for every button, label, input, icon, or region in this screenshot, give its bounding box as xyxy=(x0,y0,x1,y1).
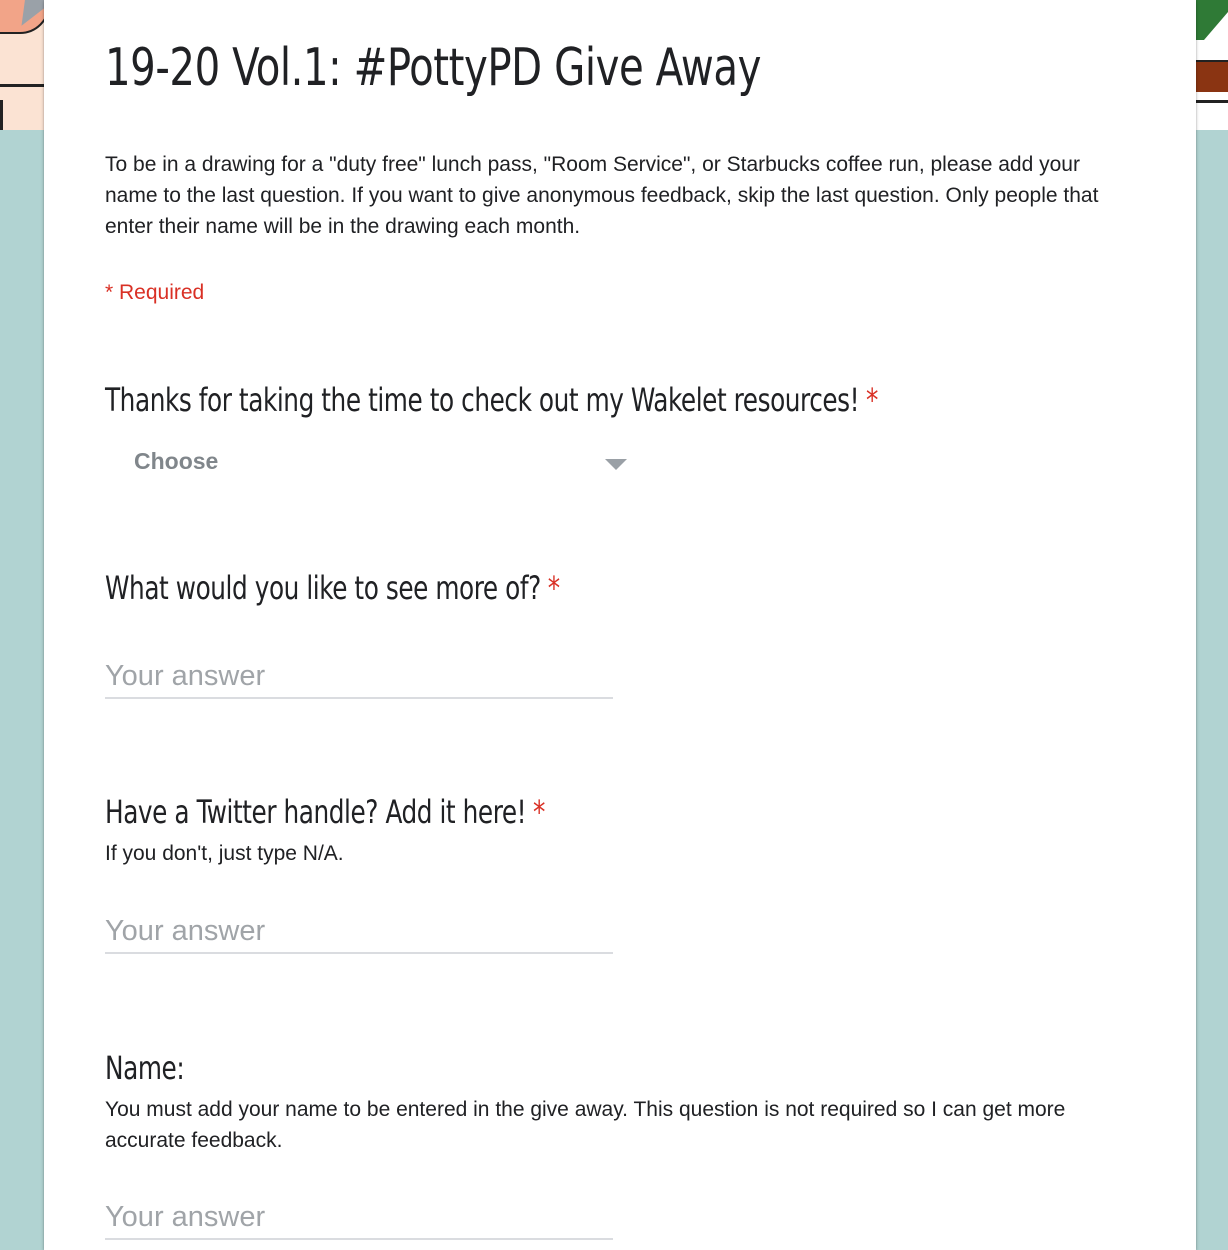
header-image-right-art xyxy=(1196,0,1228,130)
required-asterisk: * xyxy=(866,381,878,419)
form-title: 19-20 Vol.1: #PottyPD Give Away xyxy=(105,38,761,98)
question-title-name xyxy=(105,1049,184,1087)
question-help-twitter: If you don't, just type N/A. xyxy=(105,842,344,865)
required-asterisk: * xyxy=(547,569,560,607)
question-help-name: You must add your name to be entered in the give away. This question is not required so I can get more accurate feedback. xyxy=(105,1098,1066,1152)
form-description: To be in a drawing for a "duty free" lunch pass, "Room Service", or Starbucks coffee run, please add your name to the last question. If you want to give anonymous feedback, skip the last question. Only people that enter their name will be in the drawing each month. xyxy=(105,153,1099,238)
dropdown-arrow-icon xyxy=(605,459,627,470)
required-asterisk: * xyxy=(533,793,545,831)
form-card xyxy=(44,0,1196,1250)
required-note: * Required xyxy=(105,281,205,304)
header-image-left-art xyxy=(0,0,44,130)
name-answer-input[interactable] xyxy=(105,1196,613,1240)
question-title-twitter xyxy=(105,793,545,831)
question-title-see-more xyxy=(105,569,560,607)
dropdown-selected-value: Choose xyxy=(134,448,219,474)
wakelet-dropdown[interactable] xyxy=(105,440,629,484)
question-title-wakelet xyxy=(105,381,878,419)
question-title-text: Have a Twitter handle? Add it here! xyxy=(105,793,527,831)
question-title-text: Name: xyxy=(105,1049,185,1087)
question-title-text: Thanks for taking the time to check out my Wakelet resources! xyxy=(105,381,860,419)
see-more-answer-input[interactable] xyxy=(105,655,613,699)
question-title-text: What would you like to see more of? xyxy=(105,569,541,607)
twitter-answer-input[interactable] xyxy=(105,910,613,954)
